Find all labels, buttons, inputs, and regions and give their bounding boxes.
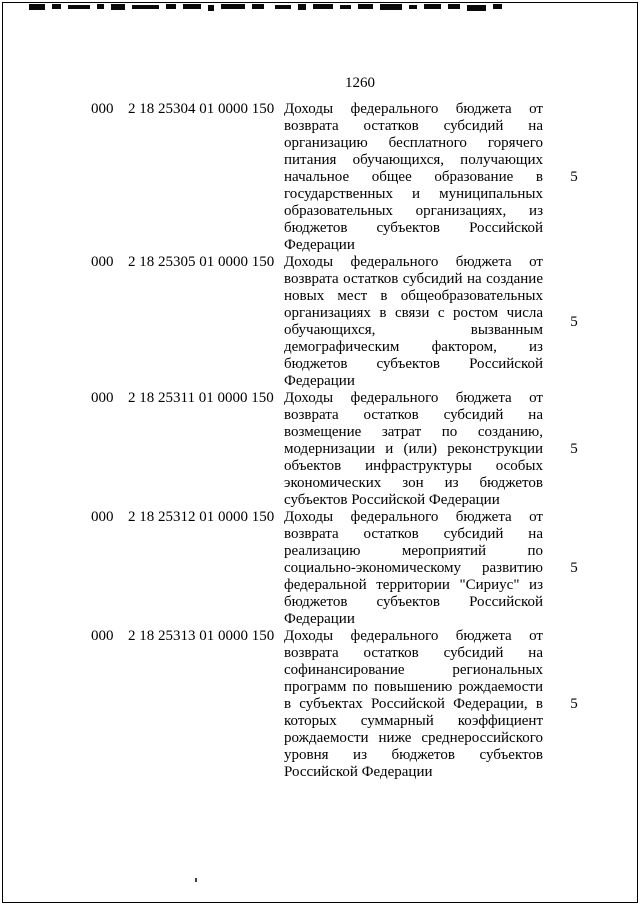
admin-code: 000 [91,101,114,117]
budget-classification-code: 2 18 25304 01 0000 150 [128,101,275,117]
income-description: Доходы федерального бюджета от возврата остатков субсидий на организацию бесплатного горячего питания обучающихся, получающих начальное общее образование в государственных и муниципальных образовательных организациях, из бюджетов субъектов Российской Федерации [284,101,543,253]
value-cell: 5 [570,696,578,712]
budget-code-table [3,101,637,781]
budget-classification-code: 2 18 25305 01 0000 150 [128,254,275,270]
document-page [2,2,638,903]
income-description: Доходы федерального бюджета от возврата остатков субсидий на софинансирование региональных программ по повышению рождаемости в субъектах Российской Федерации, в которых суммарный коэффициент рождаемости ниже среднероссийского уровня из бюджетов субъектов Российской Федерации [284,628,543,780]
table-row [3,390,637,509]
income-description: Доходы федерального бюджета от возврата остатков субсидий на создание новых мест в общеобразовательных организациях в связи с ростом числа обучающихся, вызванным демографическим фактором, из бюджетов субъектов Российской Федерации [284,254,543,389]
scan-artifact-dot [195,878,197,882]
admin-code: 000 [91,390,114,406]
table-row [3,254,637,390]
income-description: Доходы федерального бюджета от возврата остатков субсидий на реализацию мероприятий по социально-экономическому развитию федеральной территории "Сириус" из бюджетов субъектов Российской Федерации [284,509,543,627]
income-description: Доходы федерального бюджета от возврата остатков субсидий на возмещение затрат по созданию, модернизации и (или) реконструкции объектов инфраструктуры особых экономических зон из бюджетов субъектов Российской Федерации [284,390,543,508]
budget-classification-code: 2 18 25311 01 0000 150 [128,390,274,406]
table-row [3,628,637,781]
admin-code: 000 [91,628,114,644]
admin-code: 000 [91,509,114,525]
admin-code: 000 [91,254,114,270]
table-row [3,509,637,628]
scan-artifact-top-edge [29,4,557,11]
table-row [3,101,637,254]
value-cell: 5 [570,560,578,576]
budget-classification-code: 2 18 25312 01 0000 150 [128,509,275,525]
budget-classification-code: 2 18 25313 01 0000 150 [128,628,275,644]
value-cell: 5 [570,169,578,185]
value-cell: 5 [570,441,578,457]
page-number: 1260 [345,75,375,91]
value-cell: 5 [570,313,578,330]
